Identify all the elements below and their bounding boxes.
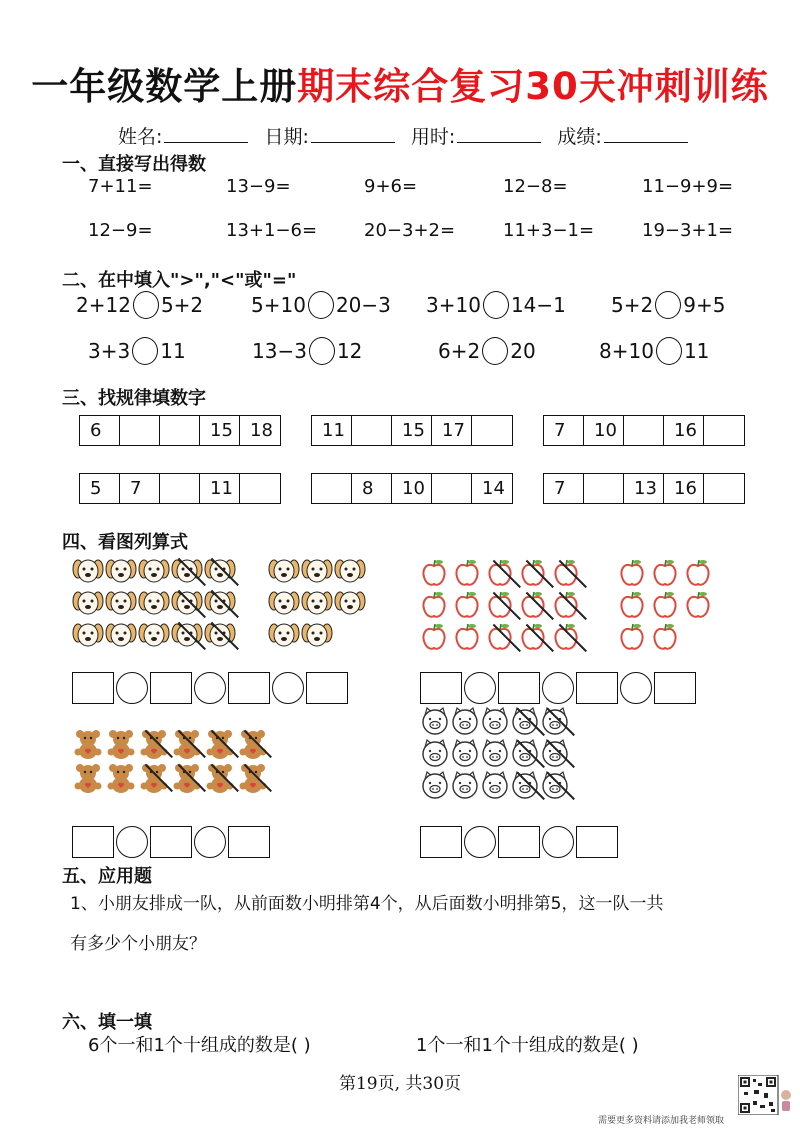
section-1-title: 一、直接写出得数 xyxy=(62,154,206,175)
sequence-row xyxy=(311,415,513,446)
bear-icon xyxy=(105,728,138,762)
answer-box[interactable] xyxy=(72,826,114,858)
apple-icon xyxy=(420,558,453,590)
qr-code-icon xyxy=(738,1075,792,1115)
dog-icon xyxy=(105,588,138,620)
calc-1-5: 11−9+9= xyxy=(642,176,734,197)
bear-picture-group xyxy=(72,728,270,796)
date-blank[interactable] xyxy=(311,124,395,143)
seq-cell[interactable]: 5 xyxy=(80,474,120,503)
section-6-title: 六、填一填 xyxy=(62,1012,152,1033)
pig-icon xyxy=(450,738,480,770)
compare-item: 8+10 11 xyxy=(599,339,710,363)
sequence-row xyxy=(543,473,745,504)
operator-circle[interactable] xyxy=(272,672,304,704)
answer-box[interactable] xyxy=(306,672,348,704)
pig-picture-group xyxy=(420,706,570,802)
dog-icon xyxy=(204,620,237,652)
answer-box[interactable] xyxy=(498,672,540,704)
apple-icon xyxy=(552,558,585,590)
calc-2-3: 20−3+2= xyxy=(364,220,456,241)
dog-icon xyxy=(138,556,171,588)
answer-box[interactable] xyxy=(654,672,696,704)
dog-icon xyxy=(334,588,367,620)
apple-icon xyxy=(453,558,486,590)
dog-picture-group xyxy=(268,556,367,652)
compare-circle[interactable] xyxy=(309,337,335,365)
apple-icon xyxy=(519,590,552,622)
bear-icon xyxy=(72,728,105,762)
dog-icon xyxy=(171,588,204,620)
score-blank[interactable] xyxy=(604,124,688,143)
seq-cell[interactable]: 7 xyxy=(544,474,584,503)
seq-cell[interactable]: 18 xyxy=(250,420,273,441)
seq-cell[interactable]: 11 xyxy=(200,474,240,503)
compare-item: 3+10 14−1 xyxy=(426,293,566,317)
bear-icon xyxy=(171,728,204,762)
dog-icon xyxy=(138,588,171,620)
fill-question-2: 1个一和1个十组成的数是( ) xyxy=(416,1035,639,1056)
seq-cell[interactable] xyxy=(160,474,200,503)
answer-box[interactable] xyxy=(498,826,540,858)
calc-1-2: 13−9= xyxy=(226,176,291,197)
dog-icon xyxy=(138,620,171,652)
seq-cell[interactable]: 10 xyxy=(584,416,624,445)
dog-icon xyxy=(268,588,301,620)
seq-cell[interactable] xyxy=(240,474,280,503)
compare-item: 13−3 12 xyxy=(252,339,363,363)
pig-icon xyxy=(480,706,510,738)
equation-answer-row xyxy=(72,826,270,858)
apple-icon xyxy=(552,622,585,654)
bear-icon xyxy=(171,762,204,796)
seq-cell[interactable]: 11 xyxy=(312,416,352,445)
seq-cell[interactable] xyxy=(432,474,472,503)
seq-cell[interactable] xyxy=(704,474,744,503)
calc-2-5: 19−3+1= xyxy=(642,220,734,241)
bear-icon xyxy=(237,728,270,762)
pig-icon xyxy=(540,706,570,738)
seq-cell[interactable] xyxy=(472,416,512,445)
seq-cell[interactable] xyxy=(160,416,200,445)
answer-box[interactable] xyxy=(576,672,618,704)
dog-icon xyxy=(171,620,204,652)
compare-item: 3+3 11 xyxy=(88,339,186,363)
section-4-title: 四、看图列算式 xyxy=(62,532,188,553)
calc-1-1: 7+11= xyxy=(88,176,153,197)
calc-2-1: 12−9= xyxy=(88,220,153,241)
dog-icon xyxy=(268,556,301,588)
operator-circle[interactable] xyxy=(194,826,226,858)
operator-circle[interactable] xyxy=(542,672,574,704)
compare-item: 2+12 5+2 xyxy=(76,293,204,317)
pig-icon xyxy=(480,738,510,770)
seq-cell[interactable]: 15 xyxy=(200,416,240,445)
apple-icon xyxy=(519,622,552,654)
operator-circle[interactable] xyxy=(464,826,496,858)
seq-cell[interactable]: 7 xyxy=(120,474,160,503)
section-3-title: 三、找规律填数字 xyxy=(62,388,206,409)
seq-cell[interactable]: 6 xyxy=(80,416,120,445)
answer-box[interactable] xyxy=(228,826,270,858)
time-label: 用时: xyxy=(410,126,456,148)
page-number: 第19页, 共30页 xyxy=(338,1074,462,1094)
pig-icon xyxy=(420,706,450,738)
compare-item: 6+2 20 xyxy=(438,339,536,363)
score-label: 成绩: xyxy=(557,126,602,148)
seq-cell[interactable] xyxy=(312,474,352,503)
pig-icon xyxy=(510,738,540,770)
apple-icon xyxy=(618,590,651,622)
seq-cell[interactable]: 15 xyxy=(392,416,432,445)
compare-circle[interactable] xyxy=(655,291,681,319)
apple-icon xyxy=(618,622,651,654)
sequence-row xyxy=(79,415,281,446)
bear-icon xyxy=(204,728,237,762)
seq-cell[interactable] xyxy=(704,416,744,445)
word-problem-line-2: 有多少个小朋友？ xyxy=(70,934,206,954)
compare-item: 5+2 9+5 xyxy=(611,293,726,317)
pig-icon xyxy=(540,738,570,770)
answer-box[interactable] xyxy=(72,672,114,704)
equation-answer-row xyxy=(420,672,696,704)
seq-cell[interactable] xyxy=(584,474,624,503)
bear-icon xyxy=(138,728,171,762)
answer-box[interactable] xyxy=(420,826,462,858)
name-blank[interactable] xyxy=(164,124,248,143)
operator-circle[interactable] xyxy=(542,826,574,858)
seq-cell[interactable]: 16 xyxy=(664,416,704,445)
student-info-line xyxy=(118,122,698,149)
sequence-row xyxy=(543,415,745,446)
operator-circle[interactable] xyxy=(464,672,496,704)
time-blank[interactable] xyxy=(457,124,541,143)
pig-icon xyxy=(510,770,540,802)
sequence-row xyxy=(79,473,281,504)
pig-icon xyxy=(450,706,480,738)
dog-icon xyxy=(105,620,138,652)
dog-icon xyxy=(72,556,105,588)
compare-circle[interactable] xyxy=(483,291,509,319)
apple-icon xyxy=(684,590,717,622)
dog-icon xyxy=(301,620,334,652)
bear-icon xyxy=(72,762,105,796)
seq-cell[interactable]: 8 xyxy=(352,474,392,503)
answer-box[interactable] xyxy=(420,672,462,704)
apple-icon xyxy=(519,558,552,590)
compare-item: 5+10 20−3 xyxy=(251,293,391,317)
apple-icon xyxy=(684,558,717,590)
apple-icon xyxy=(486,622,519,654)
pig-icon xyxy=(420,770,450,802)
sequence-row xyxy=(311,473,513,504)
seq-cell[interactable] xyxy=(624,416,664,445)
seq-cell[interactable]: 17 xyxy=(432,416,472,445)
seq-cell[interactable]: 10 xyxy=(392,474,432,503)
apple-icon xyxy=(420,622,453,654)
name-label: 姓名: xyxy=(118,126,163,148)
apple-icon xyxy=(651,622,684,654)
operator-circle[interactable] xyxy=(116,672,148,704)
operator-circle[interactable] xyxy=(620,672,652,704)
apple-icon xyxy=(486,590,519,622)
word-problem-line-1: 1、小朋友排成一队，从前面数小明排第4个，从后面数小明排第5，这一队一共 xyxy=(70,894,664,914)
date-label: 日期: xyxy=(264,126,309,148)
apple-icon xyxy=(453,622,486,654)
pig-icon xyxy=(540,770,570,802)
seq-cell[interactable]: 13 xyxy=(624,474,664,503)
seq-cell[interactable] xyxy=(120,416,160,445)
compare-circle[interactable] xyxy=(132,337,158,365)
dog-icon xyxy=(72,588,105,620)
answer-box[interactable] xyxy=(150,672,192,704)
dog-icon xyxy=(72,620,105,652)
compare-circle[interactable] xyxy=(482,337,508,365)
apple-icon xyxy=(453,590,486,622)
pig-icon xyxy=(450,770,480,802)
dog-icon xyxy=(204,588,237,620)
page-title: 一年级数学上册期末综合复习30天冲刺训练 xyxy=(31,65,769,108)
calc-1-3: 9+6= xyxy=(364,176,418,197)
compare-circle[interactable] xyxy=(133,291,159,319)
dog-picture-group xyxy=(72,556,237,652)
pig-icon xyxy=(480,770,510,802)
dog-icon xyxy=(171,556,204,588)
dog-icon xyxy=(268,620,301,652)
fill-question-1: 6个一和1个十组成的数是( ) xyxy=(88,1035,311,1056)
seq-cell[interactable] xyxy=(352,416,392,445)
dog-icon xyxy=(204,556,237,588)
answer-box[interactable] xyxy=(576,826,618,858)
apple-icon xyxy=(486,558,519,590)
pig-icon xyxy=(510,706,540,738)
apple-icon xyxy=(420,590,453,622)
dog-icon xyxy=(334,556,367,588)
answer-box[interactable] xyxy=(228,672,270,704)
bear-icon xyxy=(138,762,171,796)
section-2-title: 二、在中填入">","<"或"=" xyxy=(62,270,297,291)
bear-icon xyxy=(204,762,237,796)
calc-2-2: 13+1−6= xyxy=(226,220,318,241)
apple-icon xyxy=(651,590,684,622)
answer-box[interactable] xyxy=(150,826,192,858)
calc-2-4: 11+3−1= xyxy=(503,220,595,241)
operator-circle[interactable] xyxy=(194,672,226,704)
equation-answer-row xyxy=(420,826,618,858)
seq-cell[interactable]: 16 xyxy=(664,474,704,503)
seq-cell[interactable]: 14 xyxy=(482,478,505,499)
apple-picture-group xyxy=(420,558,585,654)
apple-icon xyxy=(552,590,585,622)
operator-circle[interactable] xyxy=(116,826,148,858)
apple-icon xyxy=(618,558,651,590)
apple-picture-group xyxy=(618,558,717,654)
compare-circle[interactable] xyxy=(656,337,682,365)
compare-circle[interactable] xyxy=(308,291,334,319)
dog-icon xyxy=(105,556,138,588)
pig-icon xyxy=(420,738,450,770)
qr-note: 需要更多资料请添加我老师领取 xyxy=(598,1116,725,1126)
section-5-title: 五、应用题 xyxy=(62,866,152,887)
dog-icon xyxy=(301,556,334,588)
equation-answer-row xyxy=(72,672,348,704)
seq-cell[interactable]: 7 xyxy=(544,416,584,445)
calc-1-4: 12−8= xyxy=(503,176,568,197)
bear-icon xyxy=(105,762,138,796)
dog-icon xyxy=(301,588,334,620)
apple-icon xyxy=(651,558,684,590)
bear-icon xyxy=(237,762,270,796)
